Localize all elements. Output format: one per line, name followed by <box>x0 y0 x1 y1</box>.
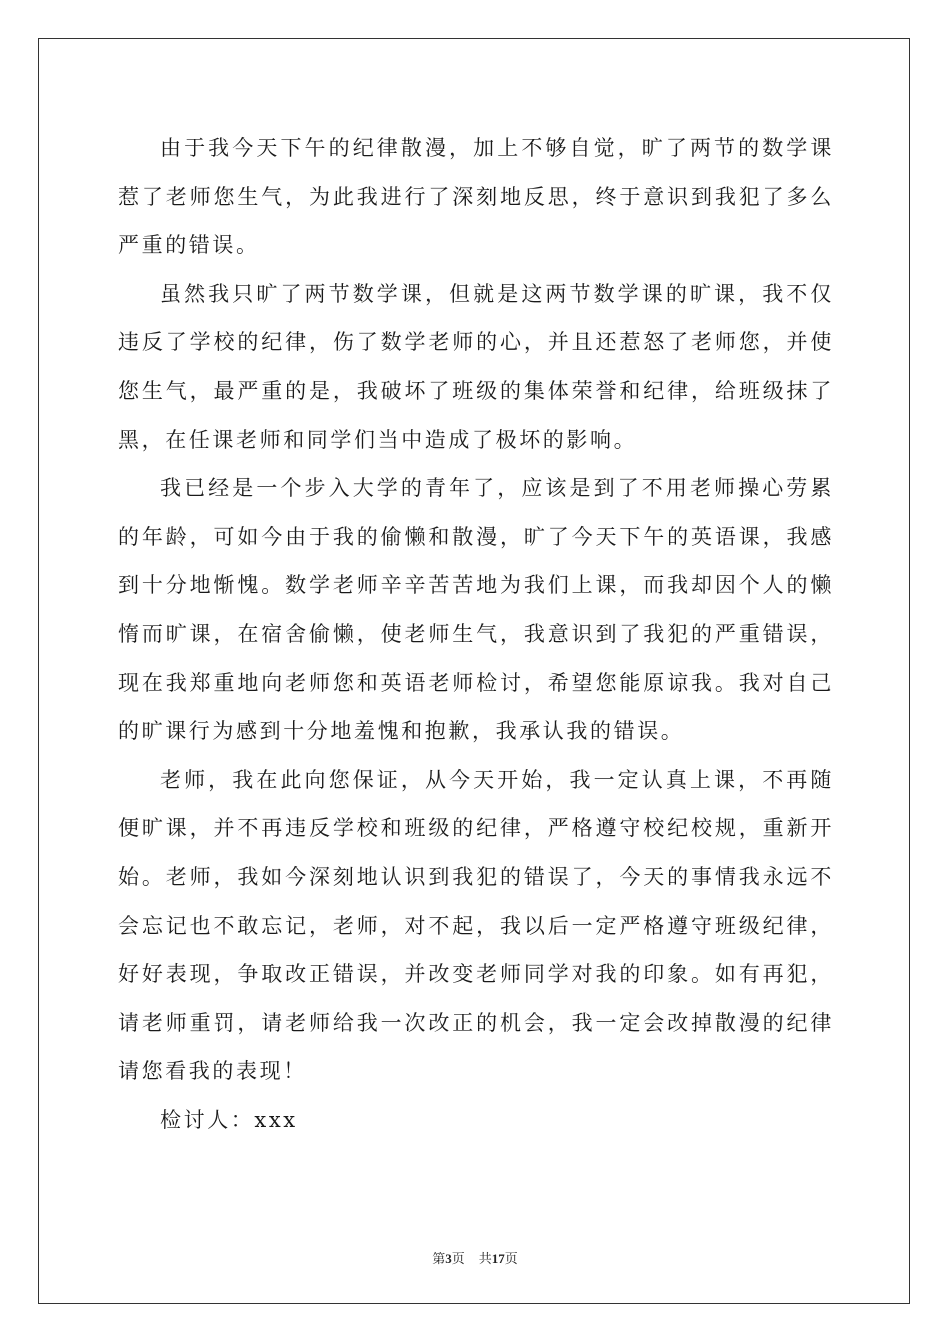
page-number: 3 <box>445 1251 452 1266</box>
document-body <box>118 124 834 1144</box>
paragraph-2: 虽然我只旷了两节数学课，但就是这两节数学课的旷课，我不仅违反了学校的纪律，伤了数学老师的心，并且还惹怒了老师您，并使您生气，最严重的是，我破坏了班级的集体荣誉和纪律，给班级抹了黑，在任课老师和同学们当中造成了极坏的影响。 <box>118 281 834 452</box>
page-suffix: 页 <box>451 1251 465 1266</box>
page-footer <box>0 1248 950 1267</box>
paragraph-4: 老师，我在此向您保证，从今天开始，我一定认真上课，不再随便旷课，并不再违反学校和班级的纪律，严格遵守校纪校规，重新开始。老师，我如今深刻地认识到我犯的错误了，今天的事情我永远不会忘记也不敢忘记，老师，对不起，我以后一定严格遵守班级纪律，好好表现，争取改正错误，并改变老师同学对我的印象。如有再犯，请老师重罚，请老师给我一次改正的机会，我一定会改掉散漫的纪律请您看我的表现！ <box>118 767 834 1084</box>
total-suffix: 页 <box>504 1251 518 1266</box>
total-prefix: 共 <box>478 1251 492 1266</box>
paragraph-1: 由于我今天下午的纪律散漫，加上不够自觉，旷了两节的数学课惹了老师您生气，为此我进行了深刻地反思，终于意识到我犯了多么严重的错误。 <box>118 136 834 258</box>
signature-line: 检讨人：xxx <box>160 1107 298 1132</box>
page-prefix: 第 <box>432 1251 446 1266</box>
total-pages: 17 <box>491 1251 505 1266</box>
paragraph-3: 我已经是一个步入大学的青年了，应该是到了不用老师操心劳累的年龄，可如今由于我的偷懒和散漫，旷了今天下午的英语课，我感到十分地惭愧。数学老师辛辛苦苦地为我们上课，而我却因个人的懒惰而旷课，在宿舍偷懒，使老师生气，我意识到了我犯的严重错误，现在我郑重地向老师您和英语老师检讨，希望您能原谅我。我对自己的旷课行为感到十分地羞愧和抱歉，我承认我的错误。 <box>118 476 834 744</box>
